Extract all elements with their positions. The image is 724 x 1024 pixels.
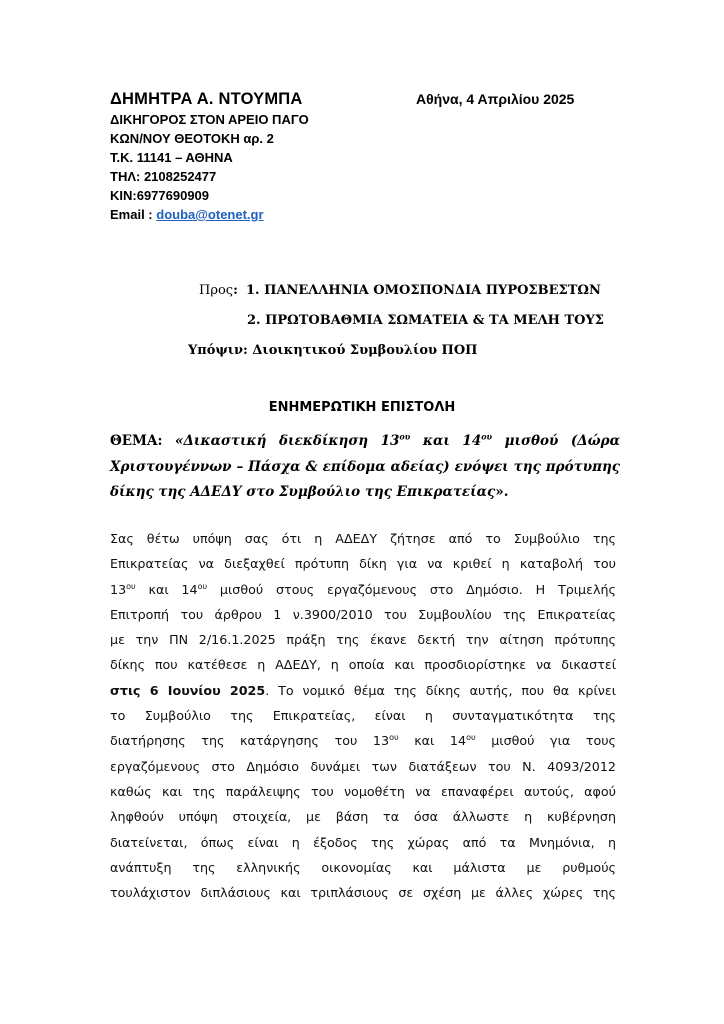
body-line — [110, 830, 616, 855]
body-line — [110, 577, 616, 602]
recipients-prefix — [199, 283, 238, 298]
subject-sup-b: ου — [481, 431, 493, 442]
sender-postal: Τ.Κ. 11141 – ΑΘΗΝΑ — [110, 150, 233, 165]
recipients-prefix-colon: : — [233, 283, 238, 298]
subject-open-quote: « — [175, 433, 184, 449]
body-line — [110, 728, 616, 753]
body-text: Επικρατείας να διεξαχθεί πρότυπη δίκη για να κριθεί η καταβολή του — [110, 556, 616, 572]
body-text: εργαζόμενους στο Δημόσιο δυνάμει των διατάξεων του Ν. 4093/2012 — [110, 758, 616, 774]
body-line — [110, 754, 616, 779]
body-text: διατείνεται, όπως είναι η έξοδος της χώρας από τα Μνημόνια, η — [110, 834, 616, 850]
body-text: διατήρησης της κατάργησης του 13 — [110, 733, 390, 749]
body-line — [110, 855, 616, 880]
recipients-prefix-label: Προς — [199, 283, 234, 298]
body-text: Επιτροπή του άρθρου 1 ν.3900/2010 του Συμβουλίου της Επικρατείας — [110, 606, 616, 622]
subject-text-a: Δικαστική διεκδίκηση 13 — [183, 433, 400, 449]
sender-phone: ΤΗΛ: 2108252477 — [110, 169, 217, 184]
body-text: 13 — [110, 581, 127, 597]
recipient-1: 1. ΠΑΝΕΛΛΗΝΙΑ ΟΜΟΣΠΟΝΔΙΑ ΠΥΡΟΣΒΕΣΤΩΝ — [246, 283, 601, 298]
subject-sup-a: ου — [399, 431, 411, 442]
body-text: τουλάχιστον διπλάσιους και τριπλάσιους σε σχέση με άλλες χώρες της — [110, 885, 616, 901]
subject-close-quote: ». — [495, 484, 509, 500]
body-line — [110, 551, 616, 576]
body-line — [110, 880, 616, 905]
body-text: . Το νομικό θέμα της δίκης αυτής, που θα κρίνει — [265, 682, 617, 698]
letter-date: Αθήνα, 4 Απριλίου 2025 — [416, 91, 575, 107]
body-line — [110, 678, 616, 703]
body-text: δίκης που κατέθεσε η ΑΔΕΔΥ, η οποία και προσδιορίστηκε να δικαστεί — [110, 657, 616, 673]
sender-mobile: ΚΙΝ:6977690909 — [110, 188, 210, 203]
recipient-cc: Υπόψιν: Διοικητικού Συμβουλίου ΠΟΠ — [188, 343, 478, 358]
recipient-2: 2. ΠΡΩΤΟΒΑΘΜΙΑ ΣΩΜΑΤΕΙΑ & ΤΑ ΜΕΛΗ ΤΟΥΣ — [247, 313, 604, 328]
sender-name: ΔΗΜΗΤΡΑ Α. ΝΤΟΥΜΠΑ — [110, 90, 303, 108]
sender-address: ΚΩΝ/ΝΟΥ ΘΕΟΤΟΚΗ αρ. 2 — [110, 131, 274, 146]
body-text: ληφθούν υπόψη στοιχεία, με βάση τα όσα άλλωστε η κυβέρνηση — [110, 809, 616, 825]
body-text: μισθού στους εργαζόμενους στο Δημόσιο. Η Τριμελής — [207, 581, 616, 597]
body-line — [110, 779, 616, 804]
body-text: και 14 — [135, 581, 198, 597]
body-line — [110, 526, 616, 551]
body-text: καθώς και της παράλειψης του νομοθέτη να επαναφέρει αυτούς, αφού — [110, 783, 616, 799]
subject-text-c: μισθού (Δώρα Χριστουγέννων – Πάσχα & επίδομα αδείας) ενόψει της πρότυπης δίκης της ΑΔΕΔΥ στο Συμβούλιο της Επικρατείας — [110, 433, 621, 500]
body-superscript: ου — [466, 733, 476, 743]
body-superscript: ου — [126, 581, 136, 591]
body-line — [110, 703, 616, 728]
body-text: Σας θέτω υπόψη σας ότι η ΑΔΕΔΥ ζήτησε από το Συμβούλιο της — [110, 531, 616, 546]
body-line — [110, 804, 616, 829]
body-text: μισθού για τους — [475, 733, 617, 749]
sender-email-line — [110, 205, 309, 224]
body-text: με την ΠΝ 2/16.1.2025 πράξη της έκανε δεκτή την αίτηση πρότυπης — [110, 632, 616, 648]
email-link[interactable]: douba@otenet.gr — [156, 207, 264, 222]
body-text: και 14 — [398, 733, 467, 749]
subject-text-b: και 14 — [410, 433, 482, 449]
letter-body — [110, 526, 616, 905]
letter-subject — [110, 429, 620, 506]
body-text: το Συμβούλιο της Επικρατείας, είναι η συνταγματικότητα της — [110, 708, 616, 724]
body-superscript: ου — [197, 581, 208, 591]
subject-label: ΘΕΜΑ: — [110, 433, 175, 449]
email-label: Email : — [110, 207, 157, 222]
body-line — [110, 652, 616, 677]
sender-title: ΔΙΚΗΓΟΡΟΣ ΣΤΟΝ ΑΡΕΙΟ ΠΑΓΟ — [110, 112, 309, 127]
body-text: ανάπτυξη της ελληνικής οικονομίας και μάλιστα με ρυθμούς — [110, 859, 616, 875]
body-superscript: ου — [389, 733, 399, 743]
body-line — [110, 627, 616, 652]
letter-heading: ΕΝΗΜΕΡΩΤΙΚΗ ΕΠΙΣΤΟΛΗ — [268, 400, 456, 415]
sender-block — [110, 88, 309, 224]
body-line — [110, 602, 616, 627]
hearing-date: στις 6 Ιουνίου 2025 — [110, 682, 266, 698]
